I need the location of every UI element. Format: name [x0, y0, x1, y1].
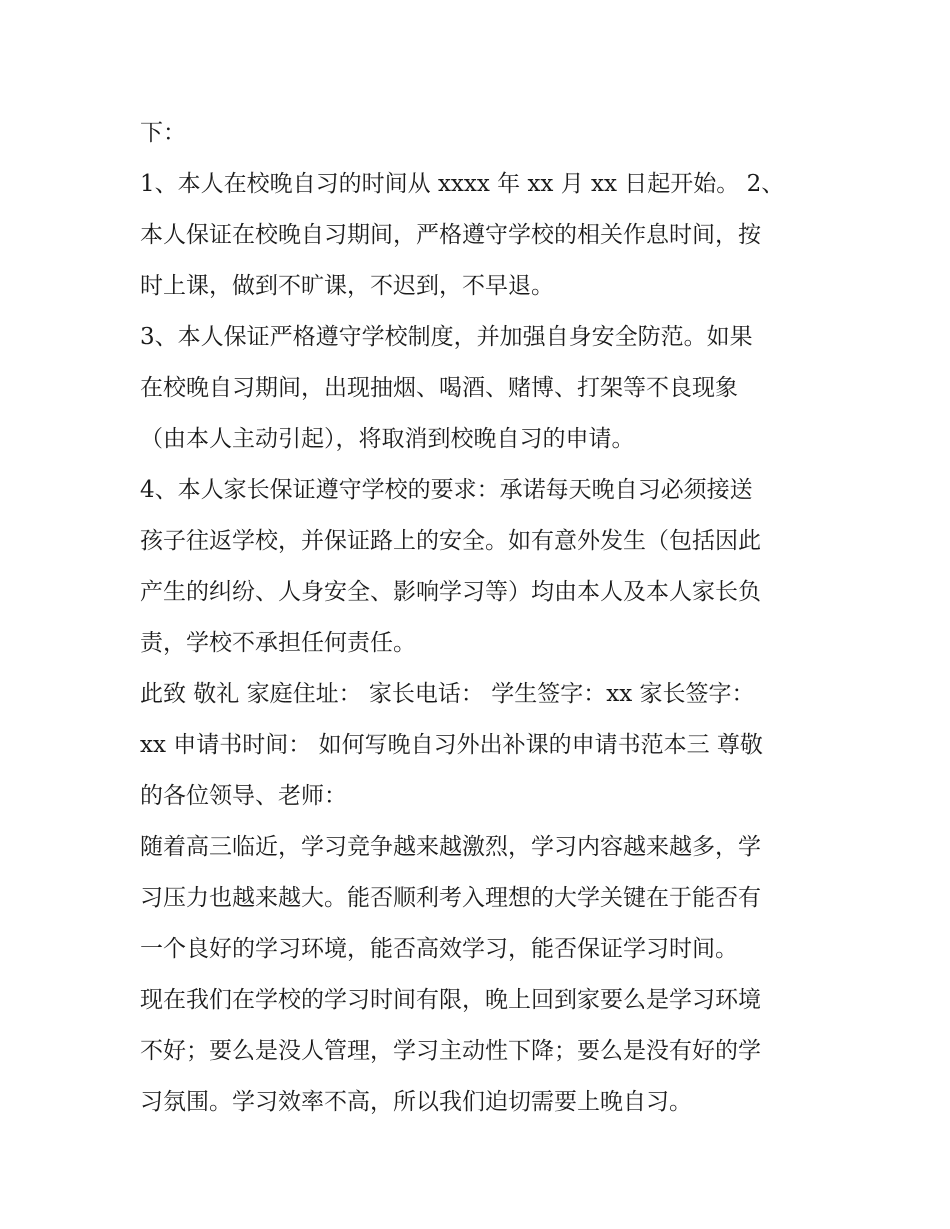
- document-body: [140, 108, 830, 1128]
- text-line: 孩子往返学校，并保证路上的安全。如有意外发生（包括因此: [140, 528, 761, 554]
- text-line: 习氛围。学习效率不高，所以我们迫切需要上晚自习。: [140, 1089, 692, 1115]
- text-line: 责，学校不承担任何责任。: [140, 630, 416, 656]
- text-line: 本人保证在校晚自习期间，严格遵守学校的相关作息时间，按: [140, 222, 761, 248]
- text-line: 下：: [140, 120, 186, 146]
- text-line: 不好；要么是没人管理，学习主动性下降；要么是没有好的学: [140, 1038, 761, 1064]
- text-line: 4、本人家长保证遵守学校的要求：承诺每天晚自习必须接送: [140, 477, 753, 503]
- text-line: 此致 敬礼 家庭住址： 家长电话： 学生签字：xx 家长签字：: [140, 681, 755, 707]
- text-line: 随着高三临近，学习竞争越来越激烈，学习内容越来越多，学: [140, 834, 761, 860]
- text-line: 1、本人在校晚自习的时间从 xxxx 年 xx 月 xx 日起开始。 2、: [140, 171, 785, 197]
- text-line: xx 申请书时间： 如何写晚自习外出补课的申请书范本三 尊敬: [140, 732, 763, 758]
- text-line: 一个良好的学习环境，能否高效学习，能否保证学习时间。: [140, 936, 738, 962]
- text-line: 现在我们在学校的学习时间有限，晚上回到家要么是学习环境: [140, 987, 761, 1013]
- text-line: （由本人主动引起），将取消到校晚自习的申请。: [140, 426, 635, 452]
- text-line: 在校晚自习期间，出现抽烟、喝酒、赌博、打架等不良现象: [140, 375, 738, 401]
- text-line: 时上课，做到不旷课，不迟到，不早退。: [140, 273, 554, 299]
- text-line: 的各位领导、老师：: [140, 783, 347, 809]
- text-line: 习压力也越来越大。能否顺利考入理想的大学关键在于能否有: [140, 885, 761, 911]
- text-line: 3、本人保证严格遵守学校制度，并加强自身安全防范。如果: [140, 324, 753, 350]
- text-line: 产生的纠纷、人身安全、影响学习等）均由本人及本人家长负: [140, 579, 761, 605]
